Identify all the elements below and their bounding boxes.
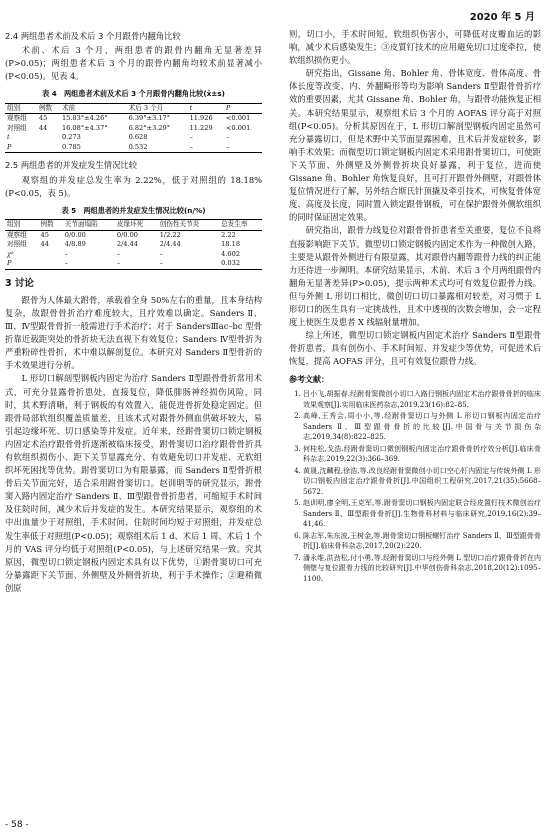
- table-cell: χ²: [7, 249, 14, 258]
- section-2-5-paragraph: 观察组的并发症总发生率为 2.22%，低于对照组的 18.18%(P<0.05，表 5)。: [5, 174, 262, 198]
- issue-header: 2020 年 5 月: [469, 12, 535, 23]
- table-cell: <0.001: [225, 114, 251, 123]
- table-cell: –: [116, 249, 121, 258]
- table-header-cell: 例数: [38, 103, 53, 112]
- table-cell: –: [159, 249, 164, 258]
- table-cell: –: [189, 133, 193, 142]
- table-header-cell: 组别: [7, 220, 21, 229]
- table-cell: 44: [38, 123, 48, 132]
- table-cell: 0/0.00: [64, 230, 86, 239]
- table-cell: 16.08°±4.37°: [61, 123, 108, 132]
- table-header-cell: 例数: [40, 220, 54, 229]
- table-cell: 1/2.22: [159, 230, 181, 239]
- table-cell: 观察组: [7, 114, 27, 123]
- table-cell: 0.032: [221, 259, 241, 268]
- table-cell: P: [7, 142, 12, 151]
- table-row: [5, 259, 262, 269]
- table-cell: [39, 259, 63, 269]
- table-cell: 2/4.44: [116, 240, 138, 249]
- table-header-cell: P: [225, 103, 231, 112]
- table-cell: 对照组: [7, 240, 27, 249]
- table-cell: –: [116, 259, 121, 268]
- table-header-cell: 总发生率: [221, 220, 248, 229]
- table-cell: [37, 143, 60, 153]
- table-cell: 2/4.44: [159, 240, 181, 249]
- section-3-title: 3 讨论: [5, 277, 34, 289]
- table-cell: 0/0.00: [116, 230, 138, 239]
- table-cell: 4/8.89: [64, 240, 86, 249]
- table-row: [5, 240, 262, 250]
- table-cell: 0.785: [61, 142, 81, 151]
- discussion-paragraph: 则，切口小，手术时间短，软组织伤害小，可降低对皮瓣血运的影响，减少术后感染发生；③皮質钉技术的应用避免切口过度牵拉，使软组织损伤更小。: [289, 29, 541, 66]
- table-cell: 0.273: [61, 133, 81, 142]
- table-row: [5, 230, 262, 240]
- reference-item: 2. 高峰,王秀会,周小小,等.经跗骨窦切口与外侧 L 形切口钢板内固定治疗 Sanders Ⅱ、Ⅲ型跟骨骨折的比较[J].中国骨与关节损伤杂志,2019,34(8):822–825.: [303, 411, 541, 443]
- reference-list: [289, 389, 541, 584]
- table-cell: [39, 250, 63, 260]
- table-cell: 44: [40, 240, 49, 249]
- table-cell: [37, 133, 60, 143]
- reference-item: 1. 吕小飞,胡振春.经跗骨窦微创小切口入路行钢板内固定术治疗跟骨骨折的临床效果观察[J].实用临床医药杂志,2019,23(16):82–85.: [303, 389, 541, 410]
- table-header-cell: t: [189, 103, 193, 112]
- table-4: [5, 103, 262, 154]
- section-2-5-title: 2.5 两组患者的并发症发生情况比较: [5, 160, 137, 171]
- table-cell: 观察组: [7, 230, 27, 239]
- table-cell: 15.83°±4.26°: [61, 114, 108, 123]
- table-header-cell: 术后 3 个月: [128, 103, 164, 112]
- table-row: [5, 114, 262, 124]
- table-header-cell: 关节面塌陷: [64, 220, 98, 229]
- table-header-cell: 术前: [61, 103, 76, 112]
- table-header-row: [5, 103, 262, 114]
- table-cell: –: [189, 142, 193, 151]
- section-2-4-title: 2.4 两组患者术前及术后 3 个月跟骨内翻角比较: [5, 31, 181, 41]
- table-cell: 18.18: [221, 240, 241, 249]
- table-cell: 6.39°±3.17°: [128, 114, 171, 123]
- table-cell: 45: [40, 230, 49, 239]
- table-cell: –: [225, 133, 230, 142]
- table-cell: 11.926: [189, 114, 213, 123]
- table-cell: 11.229: [189, 123, 213, 132]
- discussion-paragraph: 跟骨为人体最大跗骨，承载着全身 50%左右的重量，且本身结构复杂，故跟骨骨折治疗难度较大，且疗效难以确定。Sanders Ⅱ、Ⅲ、Ⅳ型跟骨骨折一般需进行手术治疗；对于 SandersⅢac–bc 型骨折靠近载距突处的骨折块无法直视下有效复位；Sanders Ⅳ型骨折为严重粉碎性骨折，术中难以解剖复位。本研究对 Sanders Ⅱ型骨折的手术效果进行分析。: [5, 294, 262, 371]
- section-2-4-paragraph: 术前、术后 3 个月，两组患者的跟骨内翻角无显著差异(P>0.05)；两组患者术后 3 个月的跟骨内翻角均较术前显著减小(P<0.05)。见表 4。: [5, 45, 262, 82]
- table-cell: –: [225, 142, 230, 151]
- left-column: [5, 28, 262, 595]
- table-row: [5, 250, 262, 260]
- table-cell: 4.602: [221, 249, 241, 258]
- table-cell: t: [7, 133, 10, 142]
- table-cell: 45: [38, 114, 48, 123]
- table-cell: 2.22: [221, 230, 236, 239]
- table-header-cell: 皮缘坏死: [116, 220, 144, 229]
- table-header-cell: 创伤性关节炎: [159, 220, 200, 229]
- table-cell: 0.628: [128, 133, 148, 142]
- discussion-paragraph: 研究指出，Gissane 角、Bohler 角、骨体宽度、骨体高度、骨体长度等改变、内、外翻畸形等均为影响 Sanders Ⅱ型跟骨骨折疗效的重要因素，尤其 Gissane 角、Bohler 角，与跟骨功能恢复正相关。本研究结果显示，观察组术后 3 个月的 AOFAS 评分高于对照组(P<0.05)。分析其原因在于，L 形切口解剖型钢板内固定虽然可充分暴露切口，但是术野中关节面显露困难，且术后并发症较多，影响手术效果；而微型切口锁定钢板内固定术采用跗骨窦切口，可使距下关节面、外侧壁及外侧骨折块良好暴露，利于复位，进而使 Gissane 角、Bohler 角恢复良好，且可打开跟骨外侧壁，对跟骨体复位情况进行了解，另外结合斯氏针顶撬及牵引技术，可恢复骨体宽度、高度及长度，同时置入锁定跟骨钢板，可在保护跟骨外侧软组织的同时保证固定效果。: [289, 68, 541, 223]
- table-row: [5, 143, 262, 153]
- table-cell: –: [64, 259, 69, 268]
- table-5-caption: 表 5 两组患者的并发症发生情况比较(n/%): [61, 205, 206, 215]
- discussion-paragraph: L 形切口解剖型钢板内固定为治疗 Sanders Ⅱ型跟骨骨折常用术式，可充分显露骨折患处，直接复位，降低腓肠神经损伤风险，同时，其术野清晰，利于钢板的有效置入，能促进骨折处稳定固定。但跟骨局部软组织覆盖质量差，且该术式对跟骨外侧血供破坏较大，易引起边缘坏死、切口感染等并发症。近年来，经跗骨窦切口锁定钢板内固定术治疗跟骨骨折逐渐被临床接受，跗骨窦切口治疗跟骨骨折具有软组织损伤小、距下关节显露充分、有效避免切口并发症、无软组织坏死困扰等优势。跗骨窦切口为有限暴露，而 Sanders Ⅱ型骨折根骨后关节面完好，适合采用跗骨窦切口。赵训明等的研究显示，跗骨窦入路内固定治疗 Sanders Ⅱ、Ⅲ型跟骨骨折患者，可缩短手术时间及住院时间，减少术后并发症的发生。本研究结果显示，观察组的术中出血量少于对照组，手术时间、住院时间均短于对照组，并发症总发生率低于对照组(P<0.05)；观察组术后 1 d、术后 1 周、术后 1 个月的 VAS 评分均低于对照组(P<0.05)，与上述研究结果一致。究其原因，微型切口锁定钢板内固定术具有以下优势，①跗骨窦切口可充分暴露距下关节面、外侧壁及外侧骨折块，利于手术操作；②避稍微创原: [5, 373, 262, 593]
- table-cell: P: [7, 259, 12, 268]
- reference-item: 3. 何桂松,戈浩.经跗骨窦切口微创钢板内固定治疗跟骨骨折疗效分析[J].临床骨科杂志,2019,22(3):366–369.: [303, 444, 541, 465]
- table-header-row: [5, 220, 262, 231]
- conclusion-paragraph: 综上所述，微型切口锁定钢板内固定术治疗 Sanders Ⅱ型跟骨骨折患者，具有创伤小、手术时间短、并发症少等优势，可促进术后恢复，提高 AOFAS 评分，且可有效复位跟骨力线。: [289, 330, 541, 367]
- table-row: [5, 133, 262, 143]
- table-cell: 0.532: [128, 142, 148, 151]
- table-cell: 6.82°±3.29°: [128, 123, 171, 132]
- table-cell: <0.001: [225, 123, 251, 132]
- reference-item: 4. 黄晟,沈麟程,徐浩,等.改良经跗骨窦微创小切口空心钉内固定与传统外侧 L 形切口钢板内固定治疗跟骨骨折[J].中国组织工程研究,2017,21(35):5668–5672.: [303, 466, 541, 498]
- reference-item: 7. 潘永维,洪劲松,付小勇,等.经跗骨窦切口与经外侧 L 型切口治疗跟骨骨折在内侧壁与复位跟骨力线的比较研究[J].中华创伤骨科杂志,2018,20(12):1095–1100.: [303, 553, 541, 585]
- table-cell: –: [64, 249, 69, 258]
- references-title: 参考文献：: [289, 375, 329, 385]
- table-cell: 对照组: [7, 123, 27, 132]
- table-header-cell: 组别: [7, 103, 21, 112]
- right-column: [289, 28, 541, 585]
- table-cell: –: [159, 259, 164, 268]
- reference-item: 5. 赵训明,廖全明,王克军,等.跗骨窦切口钢板内固定联合经皮置钉技术微创治疗 Sanders Ⅱ、Ⅲ型跟骨骨折[J].生物骨科材料与临床研究,2019,16(2):39–41,46.: [303, 498, 541, 530]
- page-number: - 58 -: [5, 820, 29, 830]
- table-4-caption: 表 4 两组患者术前及术后 3 个月跟骨内翻角比较(x̄±s): [42, 89, 225, 99]
- reference-item: 6. 陈志军,朱东波,王树金,等.跗骨窦切口钢板螺钉治疗 Sanders Ⅱ、Ⅲ型跟骨骨折[J].临床骨科杂志,2017,20(2):220.: [303, 531, 541, 552]
- table-5: [5, 219, 262, 270]
- discussion-paragraph: 研究指出，跟骨力线复位对跟骨骨折患者至关重要，复位不良将直接影响距下关节。微型切口锁定钢板内固定术作为一种微创入路，主要是从跟骨外侧进行有限显露，其对跟骨内翻等跟骨力线的纠正能力还待进一步阐明。本研究结果显示，术前、术后 3 个月两组跟骨内翻角无显著差异(P>0.05)，提示两种术式均可有效复位跟骨力线。但与外侧 L 形切口相比，微创切口切口暴露相对较差，对习惯于 L 形切口的医生具有一定挑战性，且术中透视的次数会增加，会一定程度上使医生及患者 X 线辐射量增加。: [289, 225, 541, 328]
- table-row: [5, 124, 262, 134]
